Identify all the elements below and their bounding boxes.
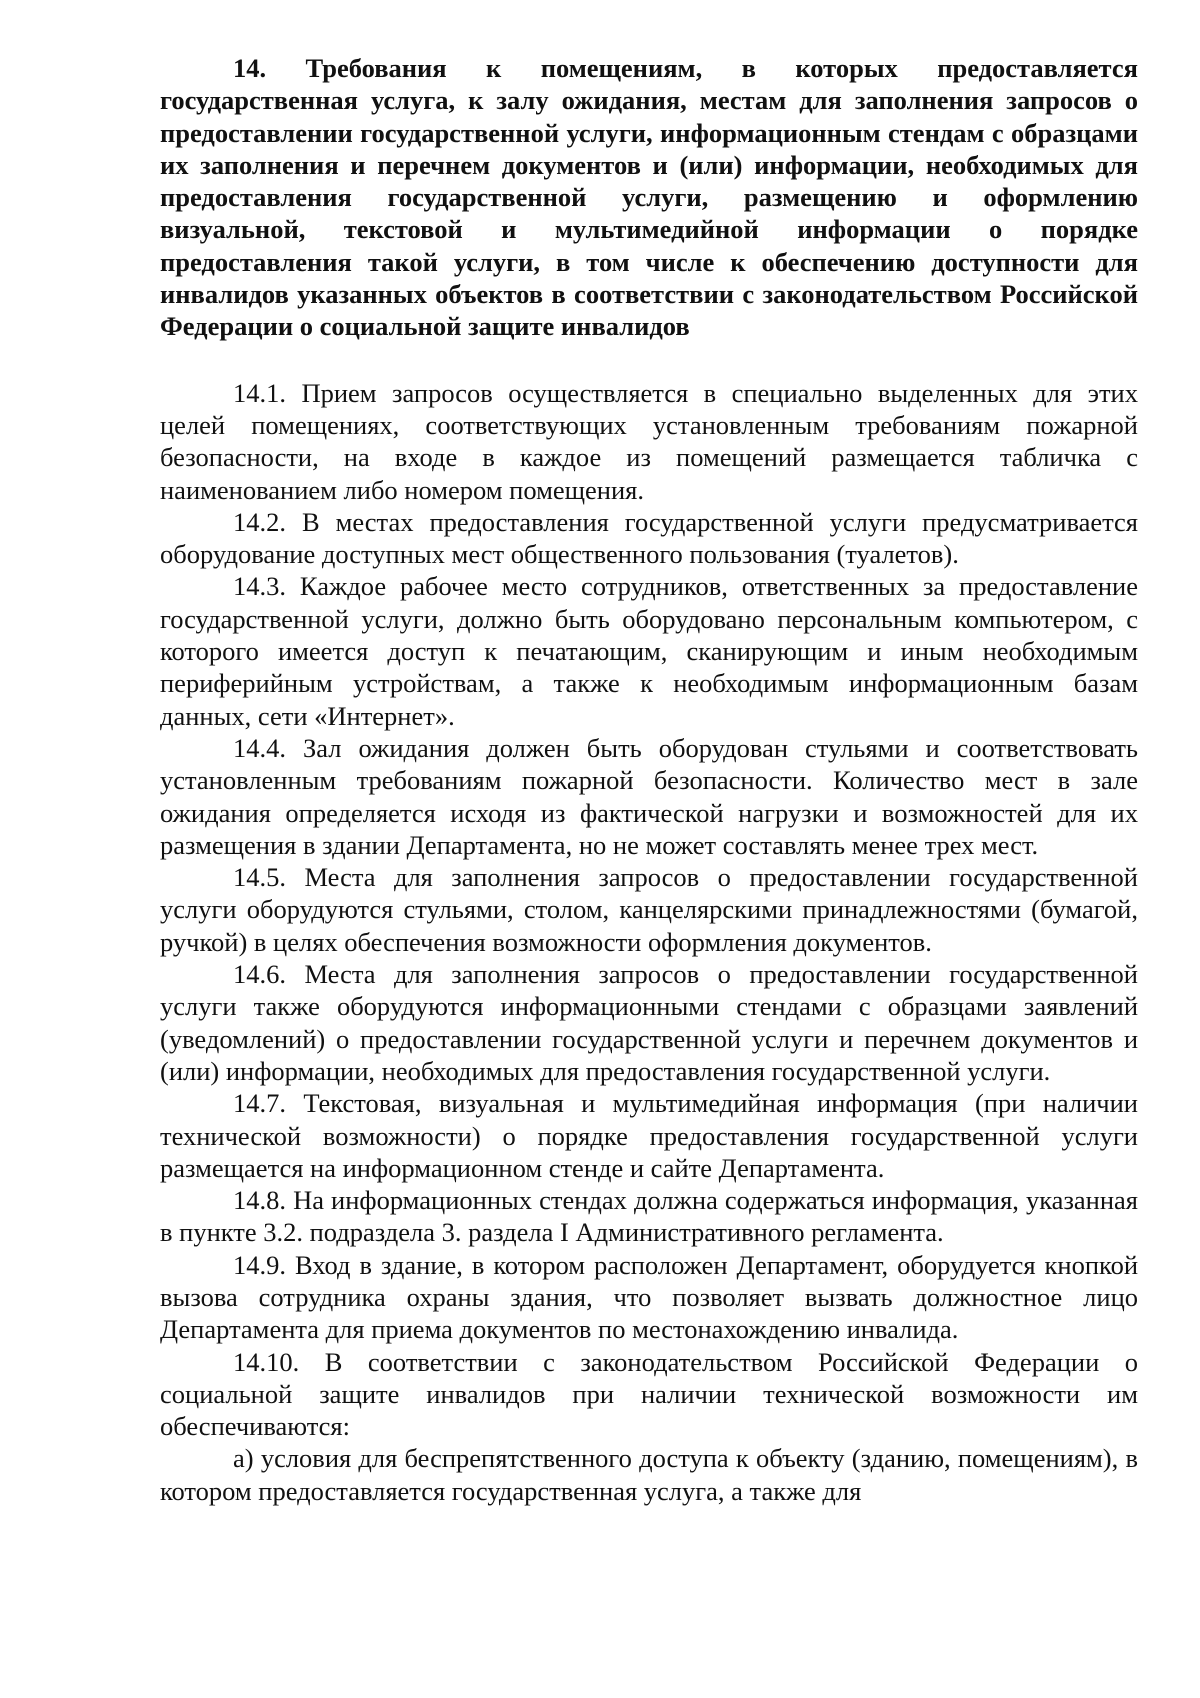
paragraph-14-6: 14.6. Места для заполнения запросов о предоставлении государственной услуги также оборудуются информационными стендами с образцами заявлений (уведомлений) о предоставлении государственной услуги и перечнем документов и (или) информации, необходимых для предоставления государственной услуги.: [160, 959, 1138, 1086]
document-page: [160, 52, 1138, 1507]
paragraph-14-5: 14.5. Места для заполнения запросов о предоставлении государственной услуги оборудуются стульями, столом, канцелярскими принадлежностями (бумагой, ручкой) в целях обеспечения возможности оформления документов.: [160, 862, 1138, 957]
paragraph-14-4: 14.4. Зал ожидания должен быть оборудован стульями и соответствовать установленным требованиям пожарной безопасности. Количество мест в зале ожидания определяется исходя из фактической нагрузки и возможностей для их размещения в здании Департамента, но не может составлять менее трех мест.: [160, 732, 1138, 860]
paragraph-14-10: 14.10. В соответствии с законодательством Российской Федерации о социальной защите инвалидов при наличии технической возможности им обеспечиваются:: [160, 1346, 1138, 1442]
section-heading: 14. Требования к помещениям, в которых предоставляется государственная услуга, к залу ожидания, местам для заполнения запросов о предоставлении государственной услуги, информационным стендам с образцами их заполнения и перечнем документов и (или) информации, необходимых для предоставления государственной услуги, размещению и оформлению визуальной, текстовой и мультимедийной информации о порядке предоставления такой услуги, в том числе к обеспечению доступности для инвалидов указанных объектов в соответствии с законодательством Российской Федерации о социальной защите инвалидов: [160, 53, 1138, 342]
paragraph-14-2: 14.2. В местах предоставления государственной услуги предусматривается оборудование доступных мест общественного пользования (туалетов).: [160, 506, 1138, 570]
paragraph-item-a: а) условия для беспрепятственного доступа к объекту (зданию, помещениям), в котором предоставляется государственная услуга, а также для: [160, 1443, 1138, 1506]
paragraph-14-3: 14.3. Каждое рабочее место сотрудников, ответственных за предоставление государственной услуги, должно быть оборудовано персональным компьютером, с которого имеется доступ к печатающим, сканирующим и иным необходимым периферийным устройствам, а также к необходимым информационным базам данных, сети «Интернет».: [160, 571, 1138, 731]
paragraph-14-1: 14.1. Прием запросов осуществляется в специально выделенных для этих целей помещениях, соответствующих установленным требованиям пожарной безопасности, на входе в каждое из помещений размещается табличка с наименованием либо номером помещения.: [160, 377, 1138, 505]
paragraph-14-9: 14.9. Вход в здание, в котором расположен Департамент, оборудуется кнопкой вызова сотрудника охраны здания, что позволяет вызвать должностное лицо Департамента для приема документов по местонахождению инвалида.: [160, 1249, 1138, 1345]
paragraph-14-8: 14.8. На информационных стендах должна содержаться информация, указанная в пункте 3.2. подраздела 3. раздела I Административного регламента.: [160, 1185, 1138, 1248]
paragraph-14-7: 14.7. Текстовая, визуальная и мультимедийная информация (при наличии технической возможности) о порядке предоставления государственной услуги размещается на информационном стенде и сайте Департамента.: [160, 1088, 1138, 1183]
